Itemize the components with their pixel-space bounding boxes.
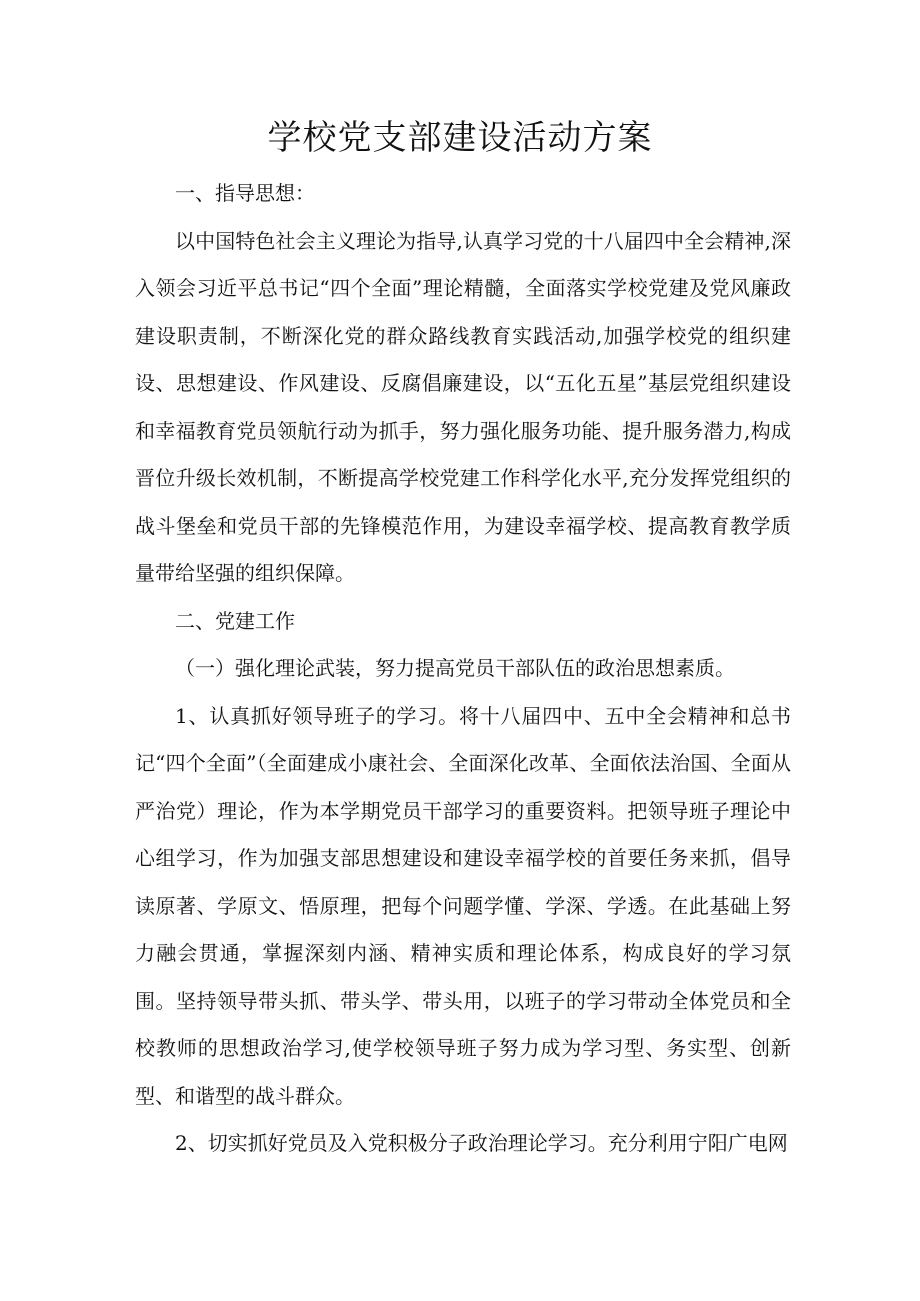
section-heading-party-building: 二、党建工作 xyxy=(175,608,295,633)
item-member-study: 2、切实抓好党员及入党积极分子政治理论学习。充分利用宁阳广电网 xyxy=(175,1131,788,1155)
document-body xyxy=(135,170,791,1168)
section-heading-guiding-ideology: 一、指导思想： xyxy=(175,181,315,205)
document-title: 学校党支部建设活动方案 xyxy=(267,118,653,158)
subsection-heading-theory: （一）强化理论武装，努力提高党员干部队伍的政治思想素质。 xyxy=(175,656,735,680)
item-leadership-study: 1、认真抓好领导班子的学习。将十八届四中、五中全会精神和总书记“四个全面”（全面建成小康社会、全面深化改革、全面依法治国、全面从严治党）理论，作为本学期党员干部学习的重要资料。把领导班子理论中心组学习，作为加强支部思想建设和建设幸福学校的首要任务来抓，倡导读原著、学原文、悟原理，把每个问题学懂、学深、学透。在此基础上努力融会贯通，掌握深刻内涵、精神实质和理论体系，构成良好的学习氛围。坚持领导带头抓、带头学、带头用，以班子的学习带动全体党员和全校教师的思想政治学习,使学校领导班子努力成为学习型、务实型、创新型、和谐型的战斗群众。 xyxy=(135,703,791,1108)
guiding-ideology-paragraph: 以中国特色社会主义理论为指导,认真学习党的十八届四中全会精神,深入领会习近平总书记“四个全面”理论精髓，全面落实学校党建及党风廉政建设职责制，不断深化党的群众路线教育实践活动,加强学校党的组织建设、思想建设、作风建设、反腐倡廉建设，以“五化五星”基层党组织建设和幸福教育党员领航行动为抓手，努力强化服务功能、提升服务潜力,构成晋位升级长效机制，不断提高学校党建工作科学化水平,充分发挥党组织的战斗堡垒和党员干部的先锋模范作用，为建设幸福学校、提高教育教学质量带给坚强的组织保障。 xyxy=(135,228,791,585)
